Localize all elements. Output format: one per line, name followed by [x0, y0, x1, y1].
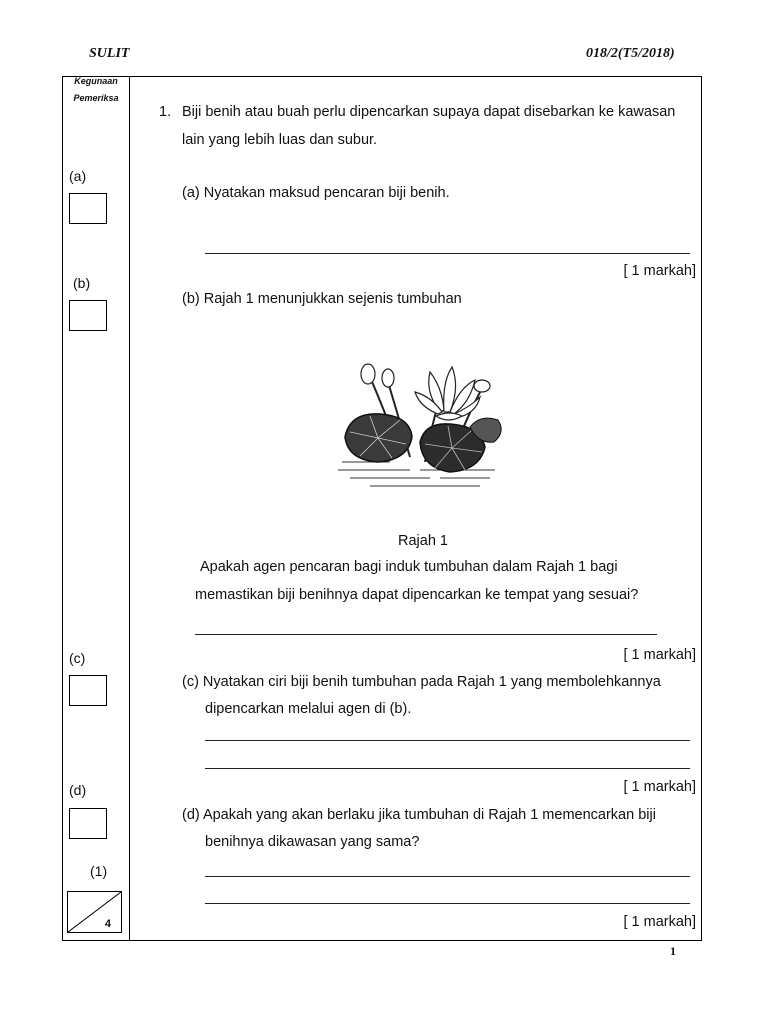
question-d-line1: (d) Apakah yang akan berlaku jika tumbuhan di Rajah 1 memencarkan biji: [182, 807, 656, 823]
total-score-value: 4: [104, 918, 111, 930]
page-number: 1: [670, 944, 676, 958]
marks-a: [ 1 markah]: [623, 263, 696, 279]
examiner-label-line1: Kegunaan: [74, 76, 118, 86]
header-sulit: SULIT: [89, 46, 130, 61]
question-a: (a) Nyatakan maksud pencaran biji benih.: [182, 185, 450, 201]
marks-d: [ 1 markah]: [623, 914, 696, 930]
score-box-c[interactable]: [69, 675, 107, 706]
question-d-line2: benihnya dikawasan yang sama?: [205, 834, 420, 850]
margin-label-d: (d): [69, 782, 87, 798]
question-intro-line1: Biji benih atau buah perlu dipencarkan supaya dapat disebarkan ke kawasan: [182, 104, 676, 120]
margin-label-1: (1): [90, 863, 108, 879]
score-box-b[interactable]: [69, 300, 107, 331]
question-c-line2: dipencarkan melalui agen di (b).: [205, 701, 412, 717]
answer-line-c1[interactable]: [205, 740, 690, 741]
question-b-line1: Apakah agen pencaran bagi induk tumbuhan dalam Rajah 1 bagi: [200, 559, 618, 575]
margin-divider: [129, 76, 130, 941]
question-b: (b) Rajah 1 menunjukkan sejenis tumbuhan: [182, 291, 462, 307]
score-box-a[interactable]: [69, 193, 107, 224]
answer-line-d1[interactable]: [205, 876, 690, 877]
header-code: 018/2(T5/2018): [586, 46, 675, 61]
marks-c: [ 1 markah]: [623, 779, 696, 795]
margin-label-b: (b): [73, 275, 91, 291]
answer-line-c2[interactable]: [205, 768, 690, 769]
figure-caption: Rajah 1: [398, 533, 448, 549]
total-score-box[interactable]: [67, 891, 122, 933]
question-b-line2: memastikan biji benihnya dapat dipencarkan ke tempat yang sesuai?: [195, 587, 639, 603]
question-number: 1.: [159, 104, 172, 120]
examiner-label-line2: Pemeriksa: [73, 93, 119, 103]
score-box-d[interactable]: [69, 808, 107, 839]
answer-line-a[interactable]: [205, 253, 690, 254]
water-lily-illustration: [330, 352, 510, 502]
question-intro-line2: lain yang lebih luas dan subur.: [182, 132, 378, 148]
answer-line-d2[interactable]: [205, 903, 690, 904]
marks-b: [ 1 markah]: [623, 647, 696, 663]
margin-label-a: (a): [69, 168, 87, 184]
answer-line-b[interactable]: [195, 634, 657, 635]
margin-label-c: (c): [69, 650, 86, 666]
question-c-line1: (c) Nyatakan ciri biji benih tumbuhan pada Rajah 1 yang membolehkannya: [182, 674, 661, 690]
diagonal-line-icon: [68, 892, 121, 932]
